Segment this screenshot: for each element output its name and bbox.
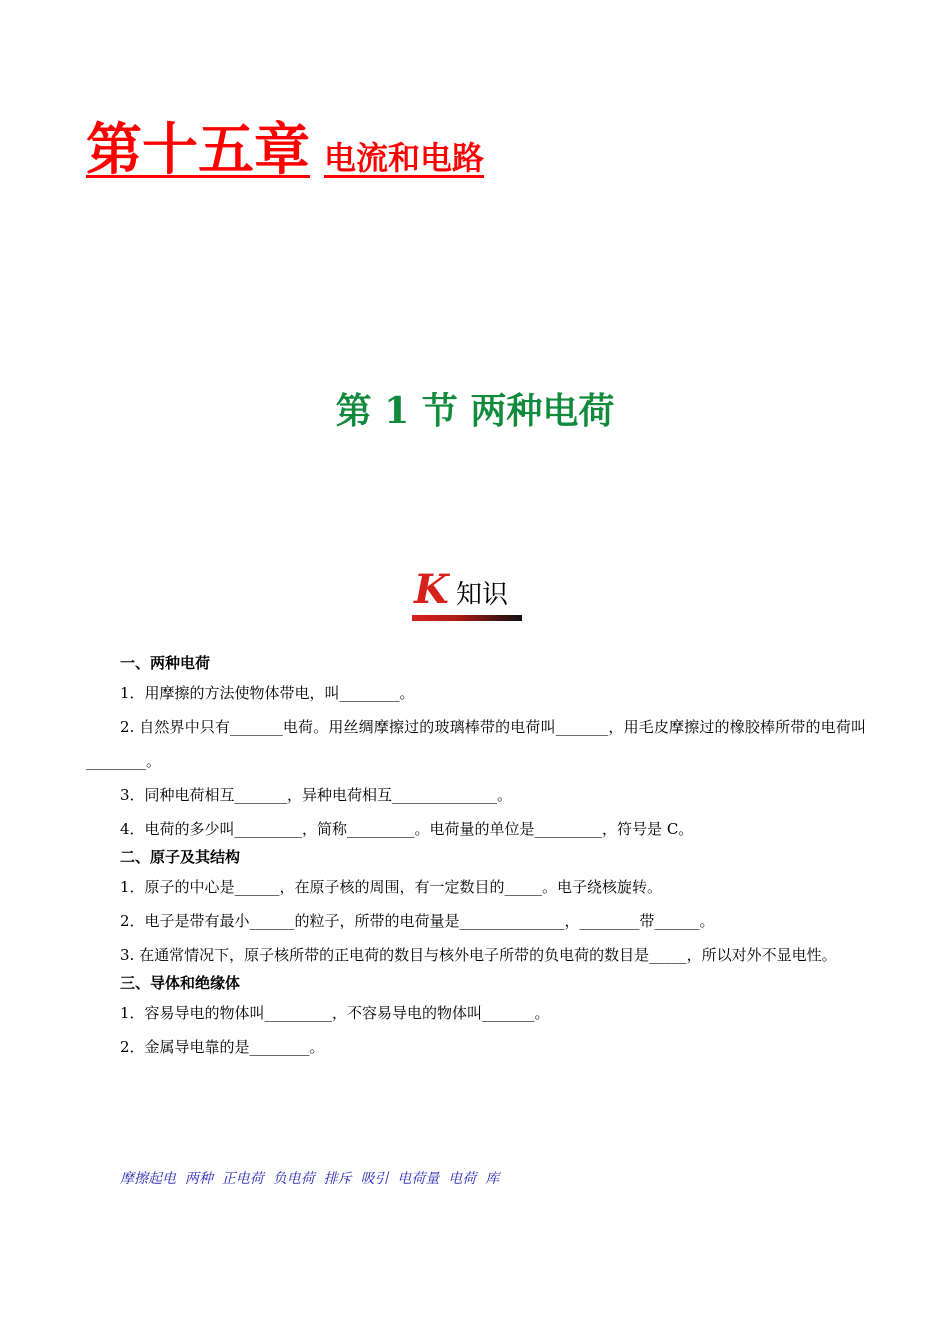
part2-item-1: 1．原子的中心是______，在原子核的周围，有一定数目的_____。电子绕核旋转。 [120, 878, 663, 896]
answer-key: 摩擦起电 两种 正电荷 负电荷 排斥 吸引 电荷量 电荷 库 [120, 1171, 500, 1187]
knowledge-badge [412, 566, 524, 626]
part1-item-1: 1．用摩擦的方法使物体带电，叫________。 [120, 684, 415, 702]
badge-label: 知识 [456, 580, 509, 610]
section-title: 第 1 节 两种电荷 [335, 390, 615, 432]
chapter-title [86, 117, 485, 183]
part1-item-4: 4．电荷的多少叫_________，简称_________。电荷量的单位是_________，符号是 C。 [120, 820, 694, 838]
chapter-name: 电流和电路 [324, 139, 485, 177]
part1-item-3: 3．同种电荷相互_______，异种电荷相互______________。 [120, 786, 513, 804]
part3-item-1: 1．容易导电的物体叫_________，不容易导电的物体叫_______。 [120, 1004, 550, 1022]
part2-heading: 二、原子及其结构 [120, 848, 241, 866]
part1-item-2: 2. 自然界中只有_______电荷。用丝绸摩擦过的玻璃棒带的电荷叫_______，用毛皮摩擦过的橡胶棒所带的电荷叫________。 [86, 718, 866, 770]
part2-item-2: 2．电子是带有最小______的粒子，所带的电荷量是______________，________带______。 [120, 912, 715, 930]
part1-heading: 一、两种电荷 [120, 654, 211, 672]
part3-heading: 三、导体和绝缘体 [120, 974, 241, 992]
chapter-number: 第十五章 [86, 117, 310, 183]
knowledge-content [86, 650, 866, 1064]
badge-underline-bar [412, 615, 522, 621]
badge-letter: K [414, 566, 449, 613]
part2-item-3: 3. 在通常情况下，原子核所带的正电荷的数目与核外电子所带的负电荷的数目是_____，所以对外不显电性。 [120, 946, 837, 964]
part3-item-2: 2．金属导电靠的是________。 [120, 1038, 325, 1056]
